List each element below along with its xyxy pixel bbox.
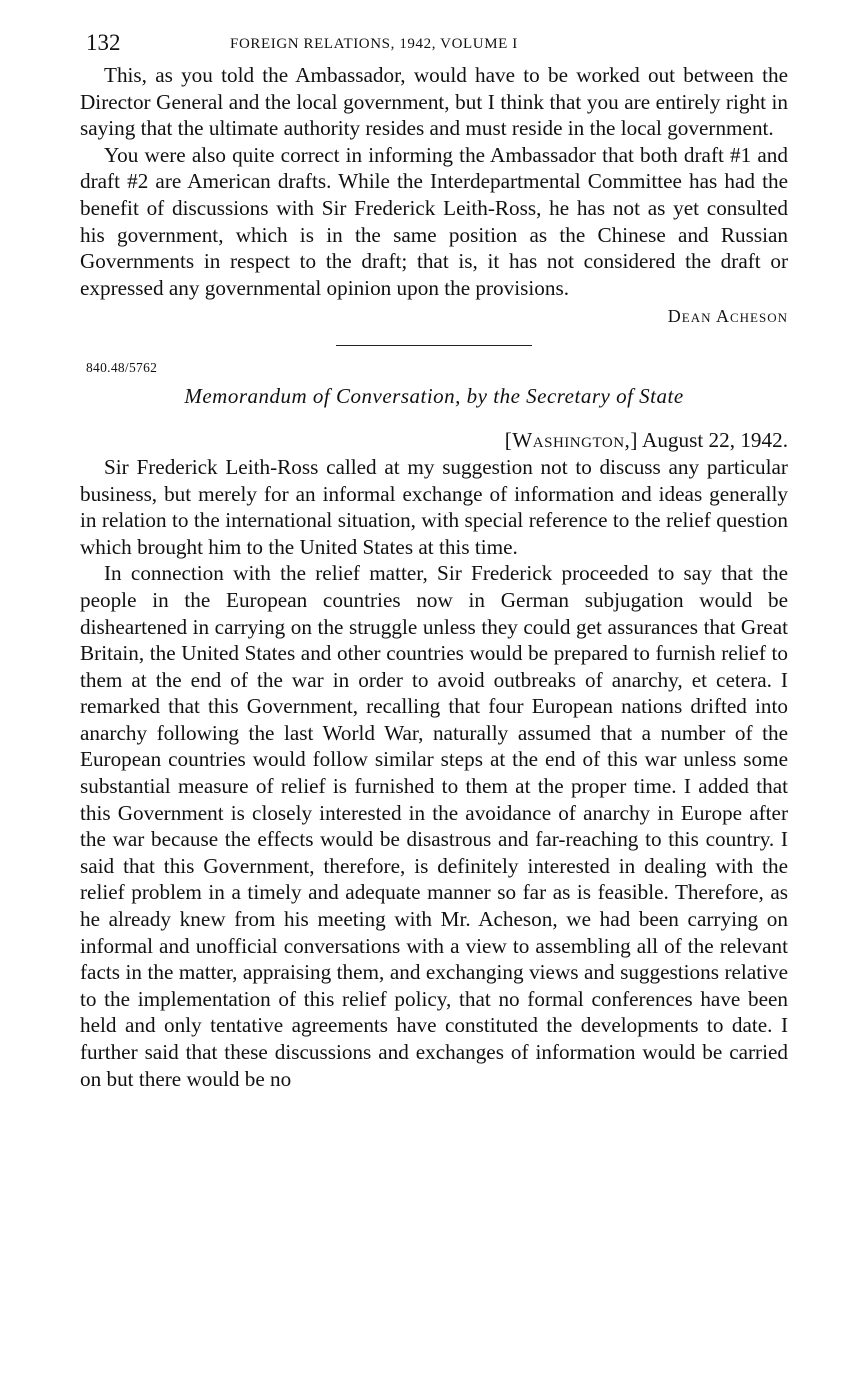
page-header [80, 28, 788, 62]
letter-continuation [80, 62, 788, 329]
document-title: Memorandum of Conversation, by the Secretary of State [184, 384, 684, 409]
running-head: FOREIGN RELATIONS, 1942, VOLUME I [230, 36, 518, 52]
memorandum [80, 360, 788, 1092]
dateline-date: August 22, 1942. [642, 428, 788, 453]
signature: Dean Acheson [667, 306, 788, 327]
letter-paragraph: This, as you told the Ambassador, would have to be worked out between the Director General and the local government, but I think that you are entirely right in saying that the ultimate authority resides and must reside in the local government. [80, 63, 788, 141]
document-page [80, 28, 788, 1092]
section-divider [336, 345, 532, 346]
memo-paragraph: Sir Frederick Leith-Ross called at my suggestion not to discuss any particular business, but merely for an informal exchange of information and ideas generally in relation to the international situation, with special reference to the relief question which brought him to the United States at this time. [80, 454, 788, 559]
dateline-place: [Washington,] [504, 428, 638, 453]
page-number: 132 [86, 30, 121, 55]
letter-paragraph: You were also quite correct in informing the Ambassador that both draft #1 and draft #2 are American drafts. While the Interdepartmental Committee has had the benefit of discussions with Sir Frederick Leith-Ross, he has not as yet consulted his government, which is in the same position as the Chinese and Russian Governments in respect to the draft; that is, it has not considered the draft or expressed any governmental opinion upon the provisions. [80, 142, 788, 300]
file-number: 840.48/5762 [86, 360, 158, 376]
memo-paragraph: In connection with the relief matter, Sir Frederick proceeded to say that the people in the European countries now in German subjugation would be disheartened in carrying on the struggle unless they could get assurances that Great Britain, the United States and other countries would be prepared to furnish relief to them at the end of the war in order to avoid outbreaks of anarchy, et cetera. I remarked that this Government, recalling that four European nations drifted into anarchy following the last World War, naturally assumed that a number of the European countries would follow similar steps at the end of this war unless some substantial measure of relief is furnished to them at the proper time. I added that this Government is closely interested in the avoidance of anarchy in Europe after the war because the effects would be disastrous and far-reaching to this country. I said that this Government, therefore, is definitely interested in dealing with the relief problem in a timely and adequate manner so far as is feasible. Therefore, as he already knew from his meeting with Mr. Acheson, we had been carrying on informal and unofficial conversations with a view to assembling all of the relevant facts in the matter, appraising them, and exchanging views and suggestions relative to the implementation of this relief policy, that no formal conferences have been held and only tentative agreements have constituted the developments to date. I further said that these discussions and exchanges of information would be carried on but there would be no [80, 561, 788, 1091]
dateline [80, 427, 788, 454]
